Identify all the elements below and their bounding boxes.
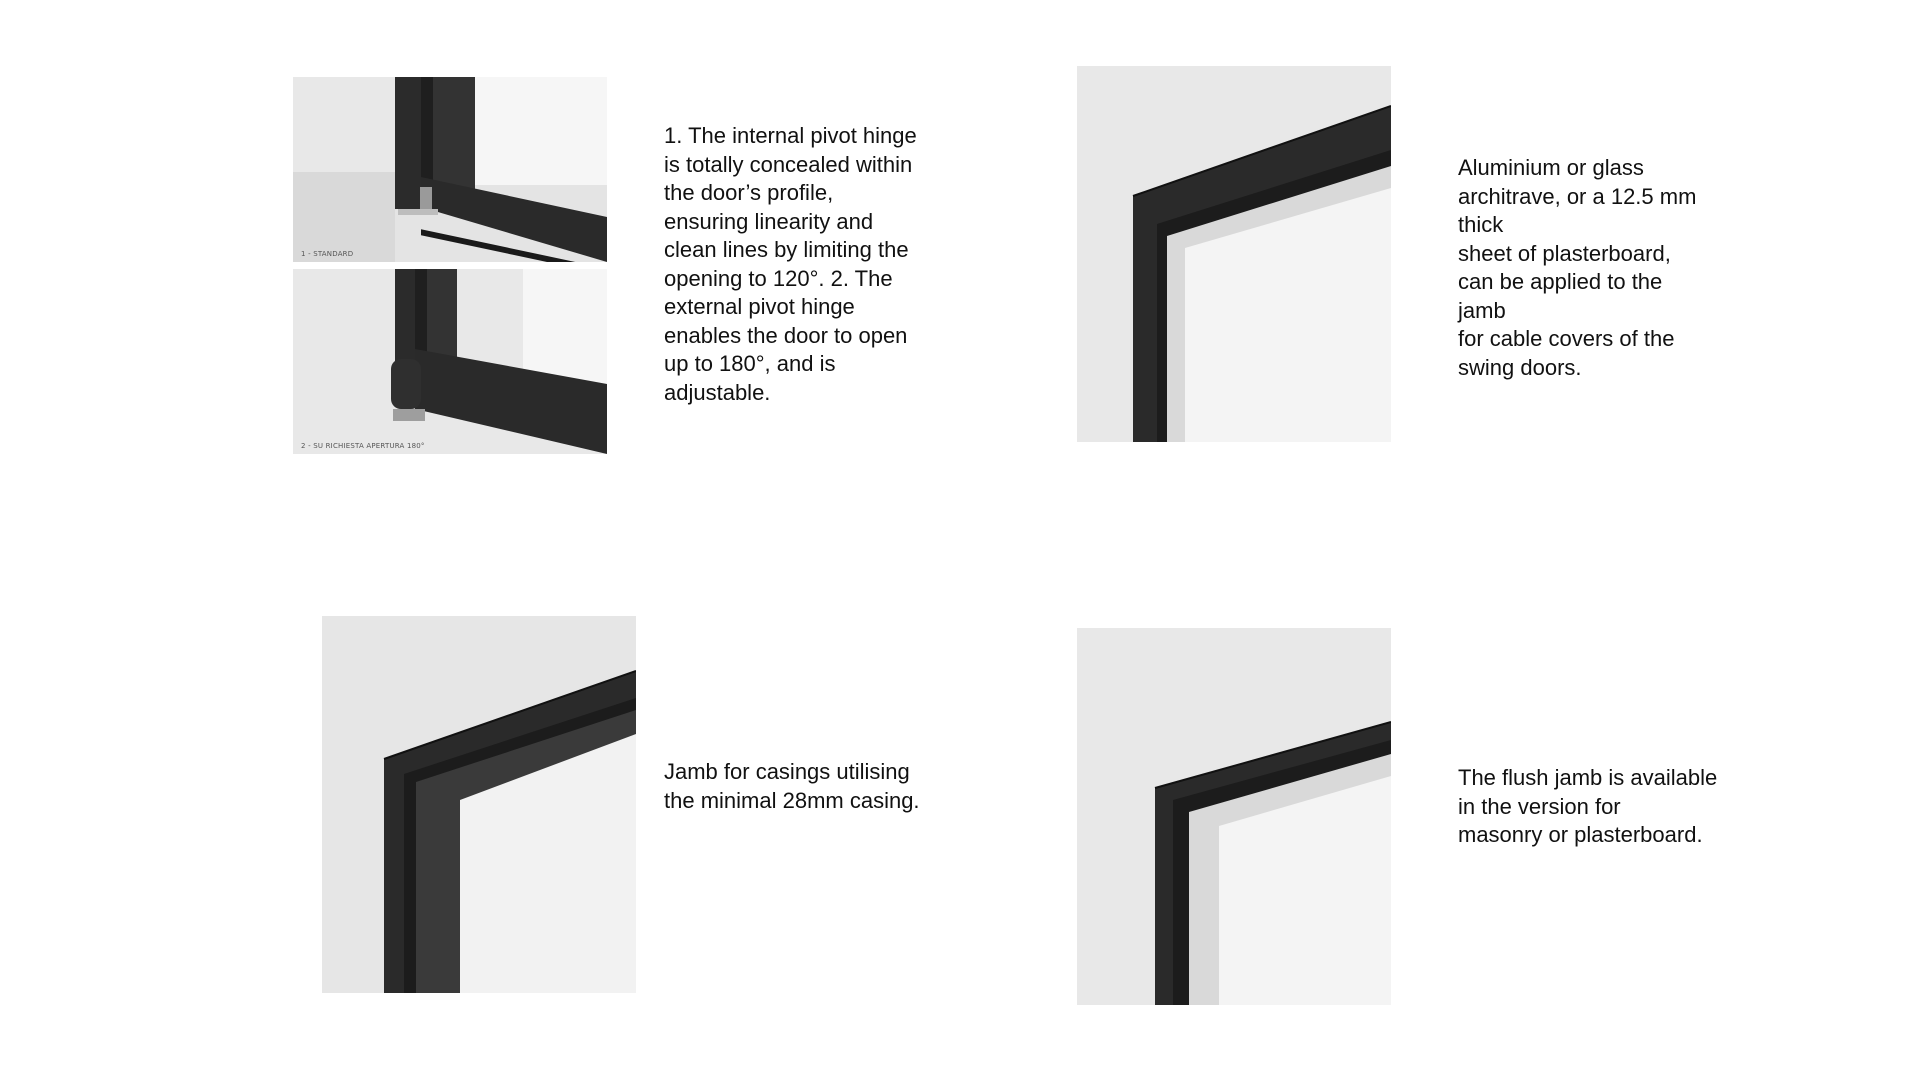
architrave-description: Aluminium or glass architrave, or a 12.5 mm thick sheet of plasterboard, can be applied to the jamb for cable covers of the swing doors.	[1458, 155, 1697, 380]
flush-jamb-description: The flush jamb is available in the version for masonry or plasterboard.	[1458, 765, 1718, 847]
flush-jamb-photo	[1077, 628, 1391, 1005]
hinge-180-photo	[293, 269, 607, 454]
hinge-description: 1. The internal pivot hinge is totally concealed within the door’s profile, ensuring linearity and clean lines by limiting the opening to 120°. 2. The external pivot hinge enables the door to open up to 180°, and is adjustable.	[664, 123, 917, 405]
hinge-standard-caption: 1 - STANDARD	[301, 250, 354, 258]
hinge-standard-photo	[293, 77, 607, 262]
casing-jamb-photo	[322, 616, 636, 993]
hinge-180-caption: 2 - SU RICHIESTA APERTURA 180°	[301, 442, 425, 450]
casing-description: Jamb for casings utilising the minimal 28mm casing.	[664, 759, 920, 813]
architrave-jamb-photo	[1077, 66, 1391, 442]
